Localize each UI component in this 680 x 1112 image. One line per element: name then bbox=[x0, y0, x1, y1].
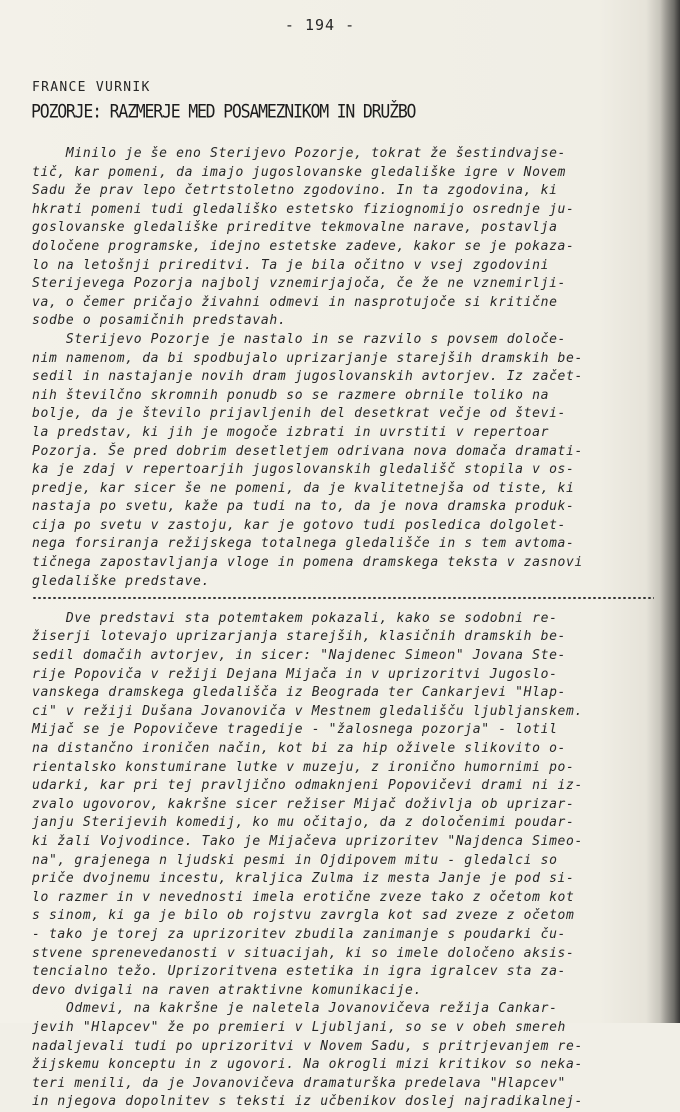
text-line: rientalsko konstumirane lutke v muzeju, z ironično humornimi po- bbox=[32, 759, 575, 775]
text-line: tencialno težo. Uprizoritvena estetika in igra igralcev sta za- bbox=[32, 964, 567, 980]
text-line: na distančno ironičen način, kot bi za hip oživele slikovito o- bbox=[32, 741, 567, 756]
text-line: lo razmer in v nevednosti imela erotične zveze tako z očetom kot bbox=[32, 889, 575, 905]
text-line: stvene sprenevedanosti v situacijah, ki so imele določeno aksis- bbox=[32, 945, 575, 961]
text-line: Sterijevega Pozorja najbolj vznemirjajoča, če že ne vznemirlji- bbox=[32, 276, 567, 292]
text-line: zvalo ugovorov, kakršne sicer režiser Mijač doživlja ob uprizar- bbox=[32, 796, 575, 812]
page-number: - 194 - bbox=[284, 16, 356, 34]
text-line: žiserji lotevajo uprizarjanja starejših, klasičnih dramskih be- bbox=[32, 629, 567, 645]
text-line: sedil in nastajanje novih dram jugoslovanskih avtorjev. Iz začet- bbox=[32, 369, 583, 385]
text-line: Odmevi, na kakršne je naletela Jovanovičeva režija Cankar- bbox=[32, 1001, 558, 1017]
text-line: tičnega zapostavljanja vloge in pomena dramskega teksta v zasnovi bbox=[32, 555, 583, 571]
text-line: janju Sterijevih komedij, ko mu očitajo, da z določenimi poudar- bbox=[32, 815, 575, 831]
article-author: FRANCE VURNIK bbox=[32, 80, 151, 95]
text-line: sedil domačih avtorjev, in sicer: "Najdenec Simeon" Jovana Ste- bbox=[32, 648, 567, 664]
article-body bbox=[32, 145, 672, 1112]
body-section-2 bbox=[32, 610, 672, 1112]
text-line: gledališke predstave. bbox=[32, 573, 211, 589]
text-line: cija po svetu v zastoju, kar je gotovo tudi posledica dolgolet- bbox=[32, 517, 567, 533]
body-section-1 bbox=[32, 145, 672, 591]
text-line: - tako je torej za uprizoritev zbudila zanimanje s poudarki ču- bbox=[32, 926, 567, 942]
text-line: sodbe o posamičnih predstavah. bbox=[32, 313, 287, 329]
text-line: la predstav, ki jih je mogoče izbrati in uvrstiti v repertoar bbox=[32, 424, 550, 440]
text-line: Minilo je še eno Sterijevo Pozorje, tokrat že šestindvajse- bbox=[32, 146, 567, 161]
text-line: Mijač se je Popovičeve tragedije - "žalosnega pozorja" - lotil bbox=[32, 722, 558, 738]
text-line: va, o čemer pričajo živahni odmevi in nasprotujoče si kritične bbox=[32, 294, 558, 310]
text-line: nastaja po svetu, kaže pa tudi na to, da je nova dramska produk- bbox=[32, 499, 575, 515]
text-line: ki žali Vojvodince. Tako je Mijačeva uprizoritev "Najdenca Simeo- bbox=[32, 833, 583, 849]
text-line: Pozorja. Še pred dobrim desetletjem odrivana nova domača dramati- bbox=[32, 443, 583, 459]
text-line: hkrati pomeni tudi gledališko estetsko fiziognomijo osrednje ju- bbox=[32, 201, 575, 217]
section-separator bbox=[32, 591, 672, 610]
text-line: Sterijevo Pozorje je nastalo in se razvilo s povsem določe- bbox=[32, 331, 567, 347]
text-line: s sinom, ki ga je bilo ob rojstvu zavrgla kot sad zveze z očetom bbox=[32, 908, 575, 924]
text-line: Sadu že prav lepo četrtstoletno zgodovino. In ta zgodovina, ki bbox=[32, 183, 558, 199]
text-line: lo na letošnji prireditvi. Ta je bila očitno v vsej zgodovini bbox=[32, 257, 550, 273]
text-line: goslovanske gledališke prireditve tekmovalne narave, postavlja bbox=[32, 220, 558, 236]
dotted-rule bbox=[32, 597, 654, 599]
text-line: žijskemu konceptu in z ugovori. Na okrogli mizi kritikov so neka- bbox=[32, 1057, 583, 1073]
text-line: vanskega dramskega gledališča iz Beograda ter Cankarjevi "Hlap- bbox=[32, 685, 567, 701]
text-line: bolje, da je število prijavljenih del desetkrat večje od števi- bbox=[32, 406, 567, 422]
text-line: ci" v režiji Dušana Jovanoviča v Mestnem gledališču ljubljanskem. bbox=[32, 703, 583, 719]
text-line: ka je zdaj v repertoarjih jugoslovanskih gledališč stopila v os- bbox=[32, 462, 575, 478]
text-line: udarki, kar pri tej pravljično odmaknjeni Popovičevi drami ni iz- bbox=[32, 778, 583, 794]
text-line: tič, kar pomeni, da imajo jugoslovanske gledališke igre v Novem bbox=[32, 164, 567, 180]
text-line: devo dvigali na raven atraktivne komunikacije. bbox=[32, 982, 422, 998]
text-line: priče dvojnemu incestu, kraljica Zulma iz mesta Janje je pod si- bbox=[32, 871, 575, 887]
text-line: nih številčno skromnih ponudb so se razmere obrnile toliko na bbox=[32, 387, 550, 403]
text-line: Dve predstavi sta potemtakem pokazali, kako se sodobni re- bbox=[32, 610, 558, 626]
text-line: predje, kar sicer še ne pomeni, da je kvalitetnejša od tiste, ki bbox=[32, 480, 575, 496]
text-line: na", grajenega n ljudski pesmi in Ojdipovem mitu - gledalci so bbox=[32, 852, 558, 868]
text-line: nadaljevali tudi po uprizoritvi v Novem Sadu, s pritrjevanjem re- bbox=[32, 1038, 583, 1054]
text-line: nega forsiranja režijskega totalnega gledališče in s tem avtoma- bbox=[32, 536, 575, 552]
text-line: določene programske, idejno estetske zadeve, kakor se je pokaza- bbox=[32, 238, 575, 254]
text-line: jevih "Hlapcev" že po premieri v Ljubljani, so se v obeh smereh bbox=[32, 1019, 567, 1035]
article-title: POZORJE: RAZMERJE MED POSAMEZNIKOM IN DRUŽBO bbox=[31, 100, 416, 122]
text-line: rije Popoviča v režiji Dejana Mijača in v uprizoritvi Jugoslo- bbox=[32, 666, 558, 682]
text-line: nim namenom, da bi spodbujalo uprizarjanje starejših dramskih be- bbox=[32, 350, 583, 366]
text-line: in njegova dopolnitev s teksti iz učbenikov doslej najradikalnej- bbox=[32, 1094, 583, 1110]
text-line: teri menili, da je Jovanovičeva dramaturška predelava "Hlapcev" bbox=[32, 1075, 567, 1091]
